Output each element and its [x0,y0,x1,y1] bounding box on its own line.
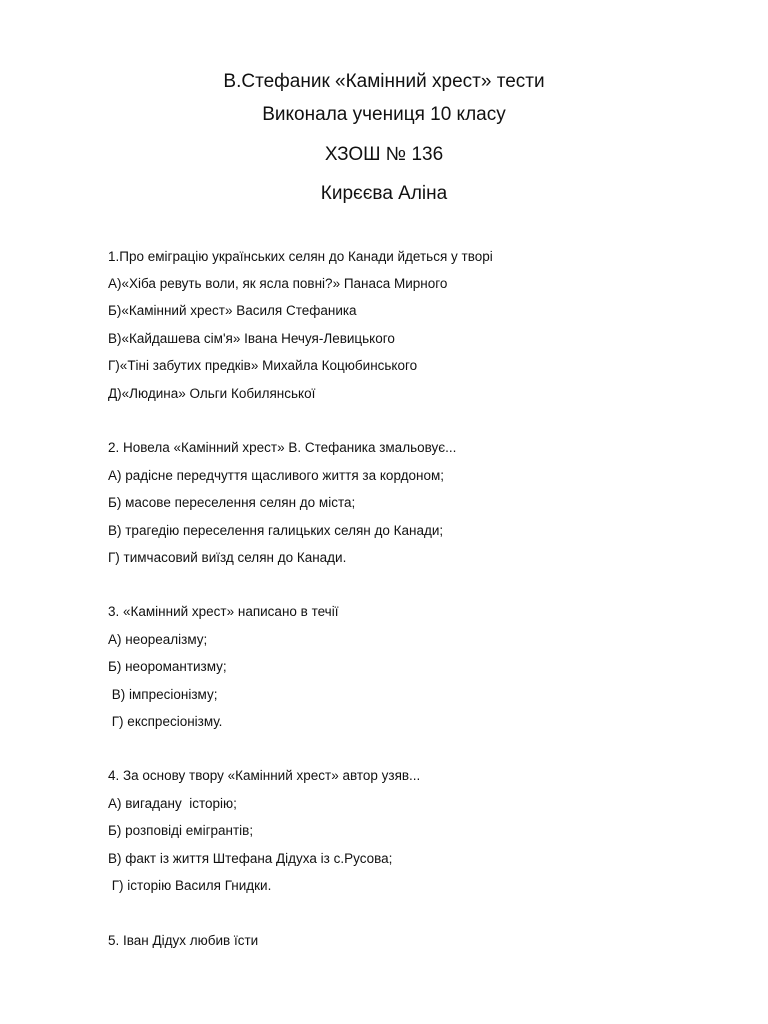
question-4-option-v: В) факт із життя Штефана Дідуха із с.Русова; [108,851,393,866]
question-3-option-b: Б) неоромантизму; [108,659,227,674]
question-2: 2. Новела «Камінний хрест» В. Стефаника змальовує... [108,440,457,455]
question-4-option-g: Г) історію Василя Гнидки. [108,878,272,893]
question-1-option-g: Г)«Тіні забутих предків» Михайла Коцюбинського [108,358,418,373]
student-name: Кирєєва Аліна [320,183,448,204]
author-line: Виконала учениця 10 класу [262,104,506,125]
question-1-option-b: Б)«Камінний хрест» Василя Стефаника [108,303,357,318]
question-1-option-v: В)«Кайдашева сім'я» Івана Нечуя-Левицького [108,331,395,346]
question-2-option-a: А) радісне передчуття щасливого життя за кордоном; [108,468,445,483]
school-name: ХЗОШ № 136 [324,144,444,165]
question-1: 1.Про еміграцію українських селян до Канади йдеться у творі [108,249,493,264]
question-1-option-d: Д)«Людина» Ольги Кобилянської [108,386,316,401]
question-3-option-g: Г) експресіонізму. [108,714,223,729]
question-3-option-a: А) неореалізму; [108,632,208,647]
question-4-option-a: А) вигадану історію; [108,796,237,811]
question-1-option-a: А)«Хіба ревуть воли, як ясла повні?» Панаса Мирного [108,276,448,291]
question-4-option-b: Б) розповіді емігрантів; [108,823,254,838]
question-2-option-g: Г) тимчасовий виїзд селян до Канади. [108,550,347,565]
question-4: 4. За основу твору «Камінний хрест» автор узяв... [108,768,421,783]
question-3-option-v: В) імпресіонізму; [108,687,218,702]
question-2-option-b: Б) масове переселення селян до міста; [108,495,356,510]
question-3: 3. «Камінний хрест» написано в течії [108,604,339,619]
question-2-option-v: В) трагедію переселення галицьких селян до Канади; [108,523,444,538]
question-5: 5. Іван Дідух любив їсти [108,933,259,948]
document-title: В.Стефаник «Камінний хрест» тести [223,71,545,92]
